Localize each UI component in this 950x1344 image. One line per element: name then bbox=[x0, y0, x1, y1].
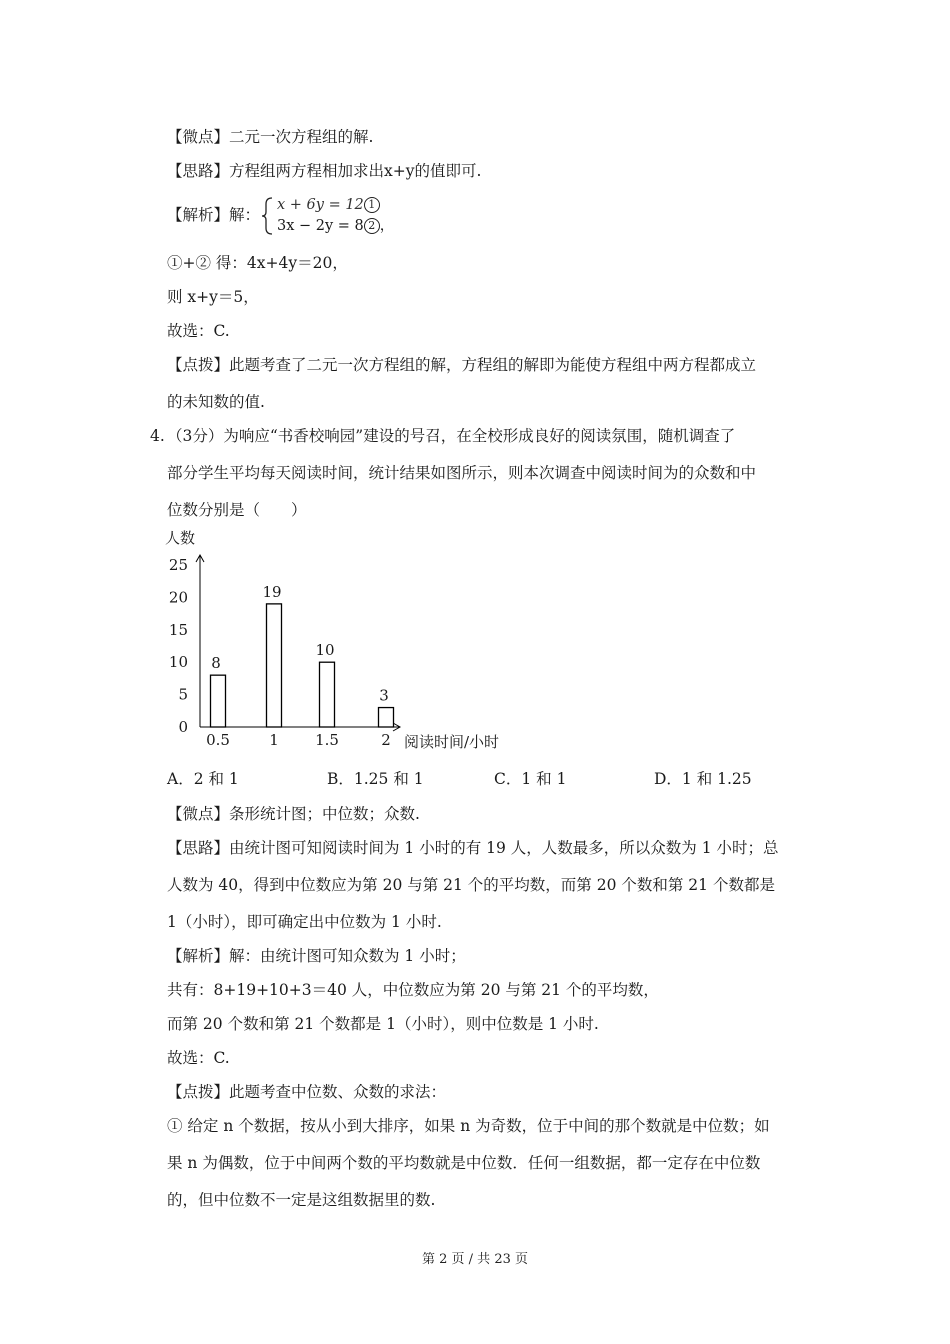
bar-value-label: 8 bbox=[211, 654, 221, 673]
q4-stem-1: （3分）为响应“书香校响园”建设的号召，在全校形成良好的阅读氛围，随机调查了 bbox=[167, 427, 736, 445]
option-b[interactable]: B．1.25 和 1 bbox=[327, 770, 424, 788]
bar-value-label: 10 bbox=[315, 641, 335, 660]
x-category-label: 0.5 bbox=[206, 731, 230, 749]
equation-tail: ， bbox=[379, 218, 395, 234]
chart-y-ticks bbox=[169, 556, 188, 736]
chart-y-axis-label: 人数 bbox=[165, 529, 196, 547]
q3-dianbo-2: 的未知数的值. bbox=[167, 393, 265, 411]
q3-jiexi-prefix: 【解析】解： bbox=[167, 206, 261, 224]
equation-2 bbox=[277, 214, 394, 235]
q3-dianbo-1: 【点拨】此题考查了二元一次方程组的解，方程组的解即为能使方程组中两方程都成立 bbox=[167, 356, 757, 374]
q4-dianbo-2: 果 n 为偶数，位于中间两个数的平均数就是中位数．任何一组数据，都一定存在中位数 bbox=[167, 1154, 761, 1172]
q3-weidian: 【微点】二元一次方程组的解. bbox=[167, 128, 374, 146]
y-tick-label: 10 bbox=[168, 653, 188, 672]
q4-weidian: 【微点】条形统计图；中位数；众数. bbox=[167, 805, 420, 823]
bar bbox=[267, 604, 282, 727]
q4-jiexi-2: 共有：8+19+10+3＝40 人，中位数应为第 20 与第 21 个的平均数， bbox=[167, 981, 659, 999]
bar bbox=[320, 662, 335, 727]
y-tick-label: 20 bbox=[168, 588, 188, 607]
bar-value-label: 19 bbox=[262, 582, 282, 601]
q4-dianbo-1: ① 给定 n 个数据，按从小到大排序，如果 n 为奇数，位于中间的那个数就是中位数；如 bbox=[167, 1117, 770, 1135]
q4-stem-2: 部分学生平均每天阅读时间，统计结果如图所示，则本次调查中阅读时间为的众数和中 bbox=[167, 464, 757, 482]
q3-step2: 则 x+y＝5， bbox=[167, 288, 259, 306]
chart-x-categories bbox=[206, 731, 391, 749]
brace-icon bbox=[262, 197, 276, 235]
y-tick-label: 5 bbox=[178, 685, 188, 704]
q4-jiexi-1: 【解析】解：由统计图可知众数为 1 小时； bbox=[167, 947, 466, 965]
y-tick-label: 15 bbox=[168, 620, 188, 639]
equation-2-mark: 2 bbox=[364, 218, 380, 234]
q4-choice: 故选：C. bbox=[167, 1049, 230, 1067]
q3-step1: ①+② 得：4x+4y＝20， bbox=[167, 254, 348, 272]
x-category-label: 1.5 bbox=[315, 731, 339, 749]
q4-silu-2: 人数为 40，得到中位数应为第 20 与第 21 个的平均数，而第 20 个数和第 21 个数都是 bbox=[167, 876, 775, 894]
q4-jiexi-3: 而第 20 个数和第 21 个数都是 1（小时），则中位数是 1 小时. bbox=[167, 1015, 599, 1033]
chart-bars bbox=[211, 583, 394, 727]
q4-silu-1: 【思路】由统计图可知阅读时间为 1 小时的有 19 人，人数最多，所以众数为 1 小时；总 bbox=[167, 839, 779, 857]
option-d[interactable]: D．1 和 1.25 bbox=[654, 770, 752, 788]
q4-silu-3: 1（小时），即可确定出中位数为 1 小时. bbox=[167, 913, 442, 931]
bar bbox=[379, 708, 394, 727]
q4-dianbo-3: 的，但中位数不一定是这组数据里的数. bbox=[167, 1191, 436, 1209]
option-a[interactable]: A．2 和 1 bbox=[167, 770, 239, 788]
chart-x-axis-label: 阅读时间/小时 bbox=[404, 733, 500, 751]
reading-time-bar-chart bbox=[160, 525, 530, 755]
x-category-label: 2 bbox=[381, 731, 391, 749]
y-tick-label: 25 bbox=[168, 556, 188, 574]
equation-1-text: x + 6y = 12 bbox=[277, 197, 364, 213]
equation-2-text: 3x − 2y = 8 bbox=[277, 218, 364, 234]
equation-system bbox=[262, 197, 402, 237]
q4-number: 4. bbox=[150, 427, 165, 445]
q3-choice: 故选：C. bbox=[167, 322, 230, 340]
q3-silu: 【思路】方程组两方程相加求出x+y的值即可. bbox=[167, 162, 482, 180]
equation-1-mark: 1 bbox=[364, 197, 380, 213]
bar bbox=[211, 675, 226, 727]
equation-1 bbox=[277, 197, 380, 213]
chart-axes bbox=[196, 555, 400, 731]
answer-options bbox=[167, 767, 807, 787]
y-tick-label: 0 bbox=[178, 718, 188, 736]
bar-value-label: 3 bbox=[379, 686, 389, 705]
x-category-label: 1 bbox=[269, 731, 279, 749]
q4-stem-3: 位数分别是（ ） bbox=[167, 501, 307, 519]
page-footer: 第 2 页 / 共 23 页 bbox=[422, 1252, 528, 1267]
q4-dianbo-title: 【点拨】此题考查中位数、众数的求法： bbox=[167, 1083, 447, 1101]
option-c[interactable]: C．1 和 1 bbox=[494, 770, 567, 788]
